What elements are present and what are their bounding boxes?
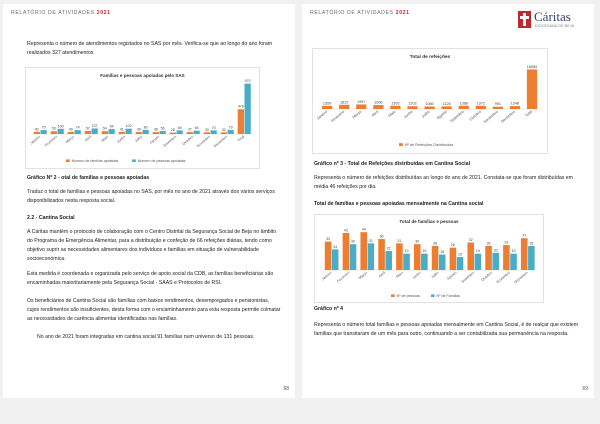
data-label: 19 [422, 249, 427, 254]
category-label: Dezembro [500, 109, 517, 125]
category-label: Setembro [449, 109, 465, 124]
chart-svg [26, 68, 259, 168]
category-label: Maio [387, 109, 397, 119]
bar [221, 132, 227, 134]
data-label: 1080 [425, 101, 434, 106]
data-label: 31 [368, 238, 373, 243]
bar [245, 84, 251, 134]
legend-label: Número de famílias apoiadas [71, 159, 119, 163]
data-label: 37 [187, 127, 192, 132]
legend-label: Número de pessoas apoiadas [137, 159, 186, 163]
bar [68, 132, 74, 134]
category-label: Abril [371, 109, 380, 118]
bar [528, 246, 535, 270]
data-label: 36 [153, 127, 158, 132]
data-label: 100 [57, 124, 64, 129]
data-label: 970 [244, 79, 251, 84]
category-label: Junho [403, 109, 414, 120]
data-label: 75 [41, 125, 46, 130]
data-label: 39 [136, 127, 141, 132]
category-label: Maio [100, 134, 110, 143]
bar [34, 132, 40, 134]
data-label: 36 [379, 234, 384, 239]
category-label: Abril [377, 270, 387, 279]
data-label: 79 [228, 125, 233, 130]
header-year: 2021 [395, 10, 410, 16]
paragraph-2: A Cáritas mantém o protocolo de colaboração com o Centro Distrital da Segurança Social de Beja no âmbito do Programa de Emergência Alimentar, para a distribuição e confeção de 66 refeições diárias, tendo como objetivo suprir as necessidades alimentares dos indivíduos e famílias em situação de vulnerabilidade socioeconómica. [27, 229, 277, 262]
bar [390, 106, 400, 109]
caption-chart-3: Gráfico nº 3 - Total de Refeições distribuídas em Cantina Social [314, 161, 471, 167]
category-label: Novembro [195, 134, 212, 149]
bar [439, 255, 446, 270]
bar [238, 109, 244, 134]
bar [442, 106, 452, 109]
bar [325, 242, 332, 270]
legend-label: Nº de Refeições Distribuídas [404, 143, 454, 147]
category-label: Dezembro [513, 270, 529, 285]
data-label: 32 [221, 127, 226, 132]
data-label: 991 [494, 102, 502, 107]
bar [356, 104, 366, 109]
data-label: 22 [386, 246, 391, 251]
category-label: Total [236, 134, 246, 143]
bar [350, 244, 357, 270]
chart-families-people-cantina [314, 214, 544, 303]
data-label: 1388 [459, 101, 468, 106]
category-label: Julho [421, 109, 431, 119]
bar [432, 246, 439, 270]
category-label: Fevereiro [43, 134, 59, 148]
paragraph-1: Representa o número de refeições distribuídas ao longo do ano de 2021. Constata-se que foram distribuídas em média 46 refeições por dia. [314, 175, 573, 190]
category-label: Junho [116, 134, 127, 145]
paragraph-4: Os beneficiários de Cantina Social são famílias com baixos rendimentos, desempregados e pensionistas, cujos rendimentos são insuficientes, desta forma com o encaminhamento para esta resposta permite colmatar as necessidades de carência alimentar identificadas nas famílias. [27, 298, 281, 322]
data-label: 33 [326, 237, 331, 242]
section-title: 2.2 - Cantina Social [27, 215, 75, 221]
caritas-cross-icon [518, 11, 531, 28]
data-label: 19 [511, 249, 516, 254]
data-label: 30 [351, 239, 356, 244]
intro-paragraph: Representa o número de atendimentos registados no SAS por mês. Verifica-se que ao longo do ano foram realizados 327 atendimentos [27, 41, 273, 56]
data-label: 1359 [322, 101, 332, 106]
bar [211, 130, 217, 134]
category-label: Janeiro [320, 270, 333, 282]
bar [485, 246, 492, 270]
data-label: 64 [194, 126, 199, 131]
bar [421, 254, 428, 270]
page-header [310, 10, 410, 16]
data-label: 41 [119, 127, 124, 132]
category-label: Outubro [480, 270, 494, 283]
category-label: Maio [395, 270, 404, 279]
chart-4-heading: Total de famílias e pessoas apoiadas mensalmente na Cantina social [314, 201, 484, 207]
bar [332, 249, 339, 270]
bar [396, 243, 403, 270]
data-label: 29 [504, 240, 509, 245]
bar [143, 130, 149, 134]
data-label: 476 [237, 104, 244, 109]
chart-title: Famílias e pessoas apoiadas pelo SAS [100, 73, 185, 78]
data-label: 28 [486, 241, 491, 246]
data-label: 32 [468, 237, 473, 242]
bar [373, 105, 383, 109]
data-label: 1248 [510, 101, 520, 106]
category-label: Julho [133, 134, 144, 144]
category-label: Novembro [482, 109, 499, 125]
chart-title: Total de famílias e pessoas [399, 219, 459, 224]
data-label: 19 [404, 249, 409, 254]
bar [75, 130, 81, 134]
category-label: Janeiro [316, 109, 329, 121]
bar [85, 131, 91, 134]
category-label: Dezembro [212, 134, 229, 149]
page-right [302, 4, 594, 398]
data-label: 1372 [476, 101, 486, 106]
bar [475, 254, 482, 270]
chart-title: Total de refeições [409, 55, 451, 60]
bar [343, 233, 350, 270]
data-label: 57 [85, 126, 90, 131]
data-label: 26 [450, 243, 455, 248]
category-label: Setembro [162, 134, 178, 148]
category-label: Março [351, 109, 363, 120]
legend-swatch [66, 159, 70, 162]
header-report: RELATÓRIO DE ATIVIDADES [11, 10, 95, 16]
data-label: 56 [160, 126, 165, 131]
logo-subtitle: DIOCESANA DE BEJA [535, 24, 575, 28]
logo-brand: Cáritas [534, 9, 571, 24]
category-label: Agosto [148, 134, 161, 145]
category-label: Outubro [181, 134, 195, 147]
bar [476, 106, 486, 109]
category-label: Abril [84, 134, 93, 143]
data-label: 20 [493, 248, 498, 253]
bar [407, 106, 417, 109]
bar [339, 105, 349, 109]
data-label: 28 [170, 128, 175, 133]
data-label: 70 [211, 125, 216, 130]
data-label: 80 [143, 125, 148, 130]
page-header [11, 10, 111, 16]
bar [160, 131, 166, 134]
chart-svg [315, 215, 543, 302]
bar [194, 131, 200, 134]
page-number: 69 [582, 386, 588, 392]
legend-swatch [399, 143, 403, 146]
data-label: 1810 [339, 100, 349, 105]
data-label: 102 [125, 124, 132, 129]
caption-chart-4: Gráfico nº 4 [314, 306, 343, 312]
bar [503, 245, 510, 270]
chart-families-people-sas [25, 67, 260, 169]
bar [527, 69, 537, 109]
bar [109, 129, 115, 134]
bar [510, 106, 520, 109]
data-label: 19 [475, 249, 480, 254]
data-label: 94 [109, 124, 114, 129]
bar [459, 106, 469, 109]
category-label: Julho [430, 270, 440, 280]
data-label: 43 [343, 228, 348, 233]
category-label: Março [357, 270, 369, 281]
bar [368, 243, 375, 270]
data-label: 15 [458, 252, 463, 257]
data-label: 74 [75, 125, 80, 130]
data-label: 28 [433, 241, 438, 246]
bar [119, 132, 125, 134]
data-label: 40 [68, 127, 73, 132]
data-label: 1202 [408, 101, 417, 106]
legend-label: Nº de Famílias [436, 294, 461, 298]
data-label: 69 [177, 125, 182, 130]
bar [41, 130, 47, 134]
bar [457, 257, 464, 270]
data-label: 1957 [357, 99, 366, 104]
legend-label: Nº de pessoas [396, 294, 420, 298]
bar [153, 132, 159, 134]
paragraph-1: Traduz o total de famílias e pessoas apoiadas no SAS, por mês no ano de 2021 através dos vários serviços disponibilizados nesta resposta social. [27, 189, 275, 204]
category-label: Fevereiro [330, 109, 346, 124]
data-label: 42 [34, 127, 39, 132]
data-label: 53 [51, 126, 56, 131]
category-label: Janeiro [29, 134, 42, 146]
data-label: 30 [415, 239, 420, 244]
category-label: Novembro [495, 270, 511, 285]
bar [521, 238, 528, 270]
header-year: 2021 [96, 10, 111, 16]
bar [58, 129, 64, 134]
bar [51, 131, 57, 134]
caritas-logo [518, 10, 588, 32]
bar [228, 130, 234, 134]
category-label: Outubro [468, 109, 482, 122]
bar [126, 129, 132, 134]
bar [170, 133, 176, 134]
data-label: 31 [397, 238, 402, 243]
chart-svg [313, 49, 547, 153]
caption-chart-2: Gráfico Nº 2 - otal de famílias e pessoas apoiadas [27, 175, 150, 181]
category-label: Agosto [436, 109, 448, 121]
bar [204, 132, 210, 134]
bar [136, 132, 142, 134]
paragraph-5: No ano de 2021 foram integradas em cantina social 91 famílias num universo de 131 pessoas. [37, 334, 255, 340]
data-label: 107 [91, 123, 98, 128]
category-label: Junho [411, 270, 422, 281]
bar [467, 242, 474, 270]
bar [177, 130, 183, 134]
category-label: Total [524, 109, 534, 118]
bar [322, 106, 332, 109]
header-report: RELATÓRIO DE ATIVIDADES [310, 10, 394, 16]
bar [92, 128, 98, 134]
bar [424, 106, 434, 109]
bar [187, 132, 193, 134]
data-label: 54 [102, 126, 107, 131]
category-label: Março [64, 134, 76, 145]
bar [414, 244, 421, 270]
bar [360, 232, 367, 270]
data-label: 1126 [442, 101, 451, 106]
data-label: 37 [522, 233, 527, 238]
data-label: 28 [529, 241, 534, 246]
bar [102, 131, 108, 134]
data-label: 24 [333, 244, 338, 249]
data-label: 16959 [526, 64, 538, 69]
bar [492, 253, 499, 270]
page-left [3, 4, 295, 398]
legend-swatch [431, 294, 435, 297]
bar [378, 239, 385, 270]
data-label: 18 [440, 250, 445, 255]
bar [403, 254, 410, 270]
category-label: Setembro [460, 270, 476, 284]
data-label: 1392 [391, 101, 400, 106]
page-number: 68 [283, 386, 289, 392]
chart-meals-distributed [312, 48, 548, 154]
legend-swatch [132, 159, 136, 162]
data-label: 44 [361, 227, 366, 232]
bar [385, 251, 392, 270]
category-label: Agosto [446, 270, 458, 281]
data-label: 33 [204, 127, 209, 132]
paragraph-2: Representa o número total famílias e pessoas apoiadas mensalmente em Cantina Social, é de realçar que existem famílias que transitaram de um mês para outro, continuando a ser contabilizada sua permanência na resposta. [314, 322, 579, 337]
bar [450, 248, 457, 270]
data-label: 1696 [374, 100, 383, 105]
legend-swatch [391, 294, 395, 297]
paragraph-3: Esta medida é coordenada e organizada pelo serviço de apoio social da CDB, as famílias beneficiárias são encaminhadas maioritariamente pela Segurança Social - SAAS e Protocolos de RSI. [27, 271, 274, 286]
category-label: Fevereiro [336, 270, 351, 284]
bar [510, 254, 517, 270]
bar [493, 107, 503, 109]
